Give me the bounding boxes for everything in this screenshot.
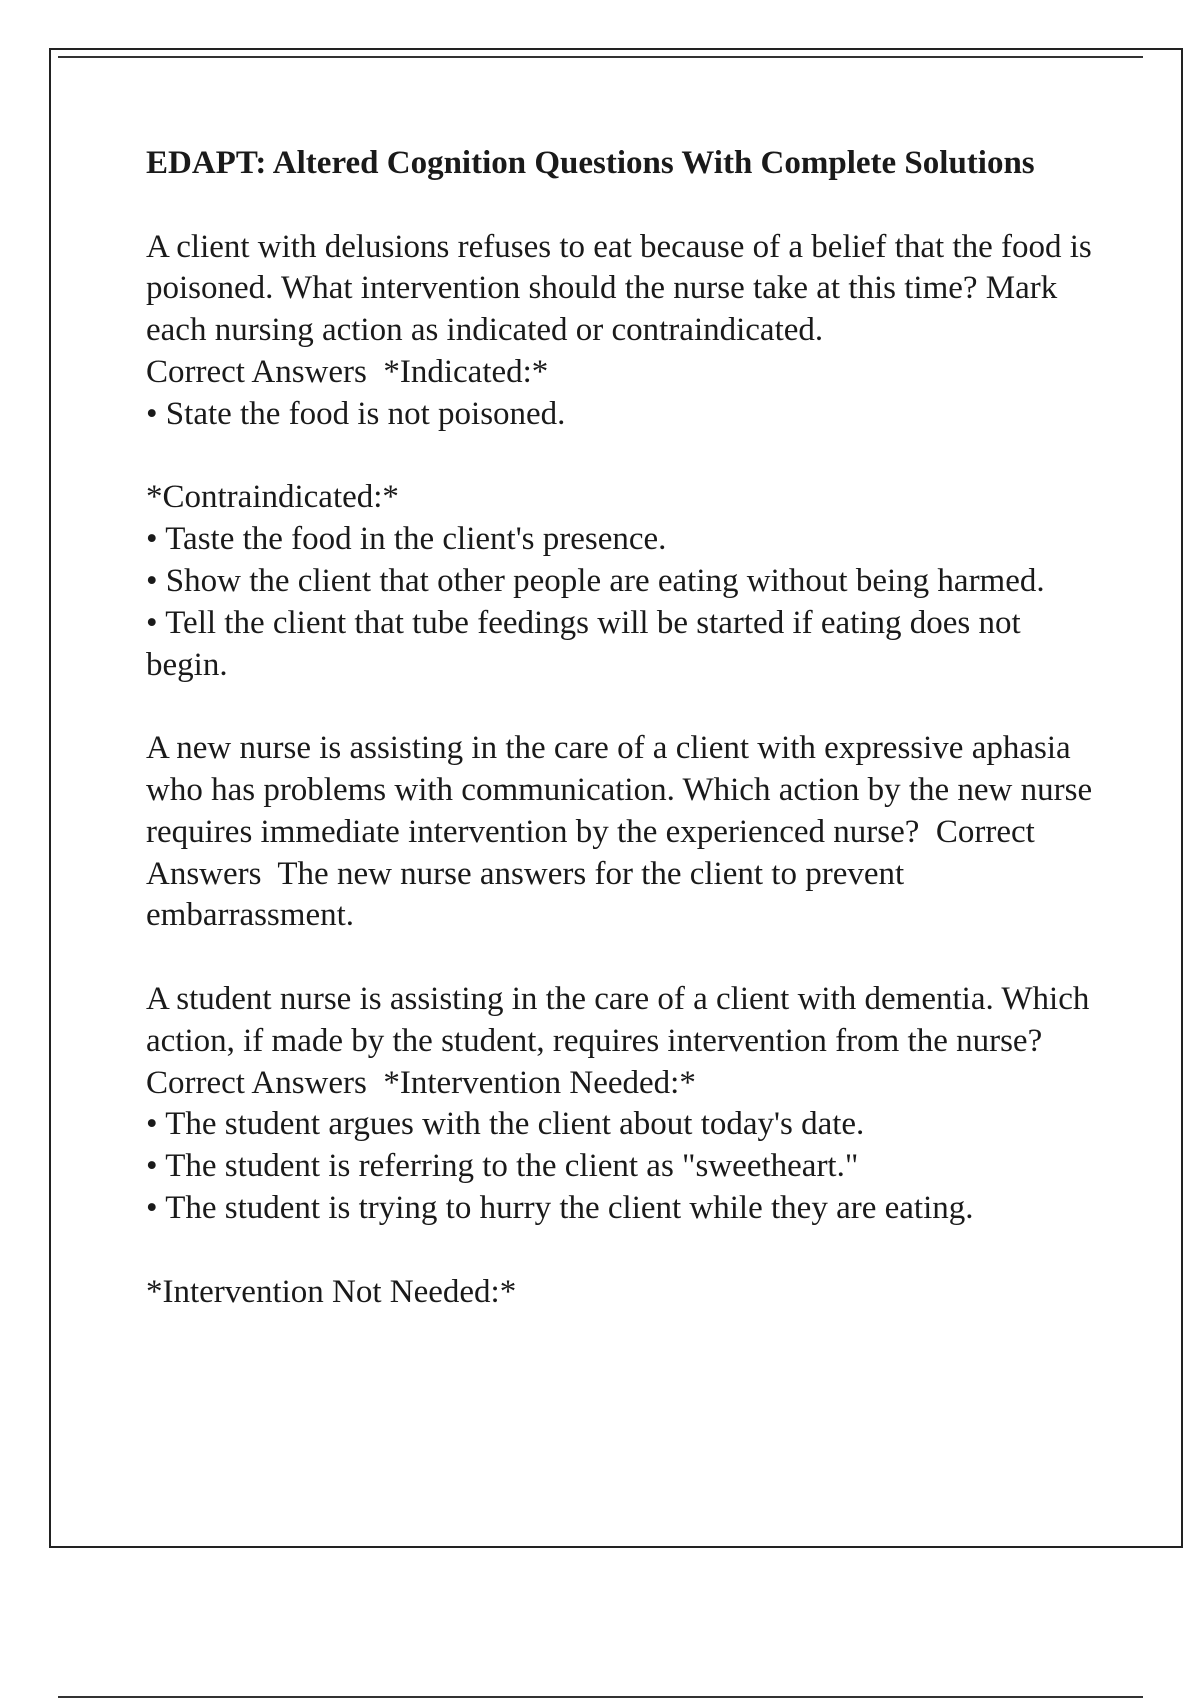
intervention-needed-item: • The student is referring to the client as "sweetheart." bbox=[146, 1148, 859, 1185]
intervention-not-needed-heading: *Intervention Not Needed:* bbox=[146, 1273, 517, 1310]
question-1 bbox=[146, 227, 1100, 436]
contraindicated-item: • Show the client that other people are eating without being harmed. bbox=[146, 562, 1045, 599]
document-title: EDAPT: Altered Cognition Questions With Complete Solutions bbox=[146, 145, 1035, 181]
question-1-answer-lead: Correct Answers *Indicated:* bbox=[146, 353, 549, 390]
footer-rule bbox=[58, 1696, 1143, 1698]
question-2 bbox=[146, 728, 1101, 937]
contraindicated-item: • Taste the food in the client's presence. bbox=[146, 521, 667, 558]
intervention-needed-item: • The student is trying to hurry the client while they are eating. bbox=[146, 1189, 974, 1226]
indicated-item: • State the food is not poisoned. bbox=[146, 395, 566, 432]
question-3-not-needed bbox=[146, 1272, 1096, 1314]
contraindicated-heading: *Contraindicated:* bbox=[146, 479, 399, 516]
question-3 bbox=[146, 979, 1096, 1230]
contraindicated-item: • Tell the client that tube feedings will be started if eating does not begin. bbox=[146, 604, 1029, 683]
question-1-text: A client with delusions refuses to eat because of a belief that the food is poisoned. What intervention should the nurse take at this time? Mark each nursing action as indicated or contraindicated. bbox=[146, 228, 1100, 349]
header-rule bbox=[58, 56, 1143, 58]
question-3-text: A student nurse is assisting in the care of a client with dementia. Which action, if made by the student, requires intervention from the nurse? Correct Answers *Intervention Needed:* bbox=[146, 980, 1098, 1101]
question-1-contraindicated bbox=[146, 477, 1096, 686]
intervention-needed-item: • The student argues with the client about today's date. bbox=[146, 1106, 865, 1143]
document-body bbox=[146, 143, 1101, 1355]
question-2-text: A new nurse is assisting in the care of a client with expressive aphasia who has problems with communication. Which action by the new nurse requires immediate intervention by the experienced nurse? Correct Answers The new nurse answers for the client to prevent embarrassment. bbox=[146, 730, 1101, 934]
